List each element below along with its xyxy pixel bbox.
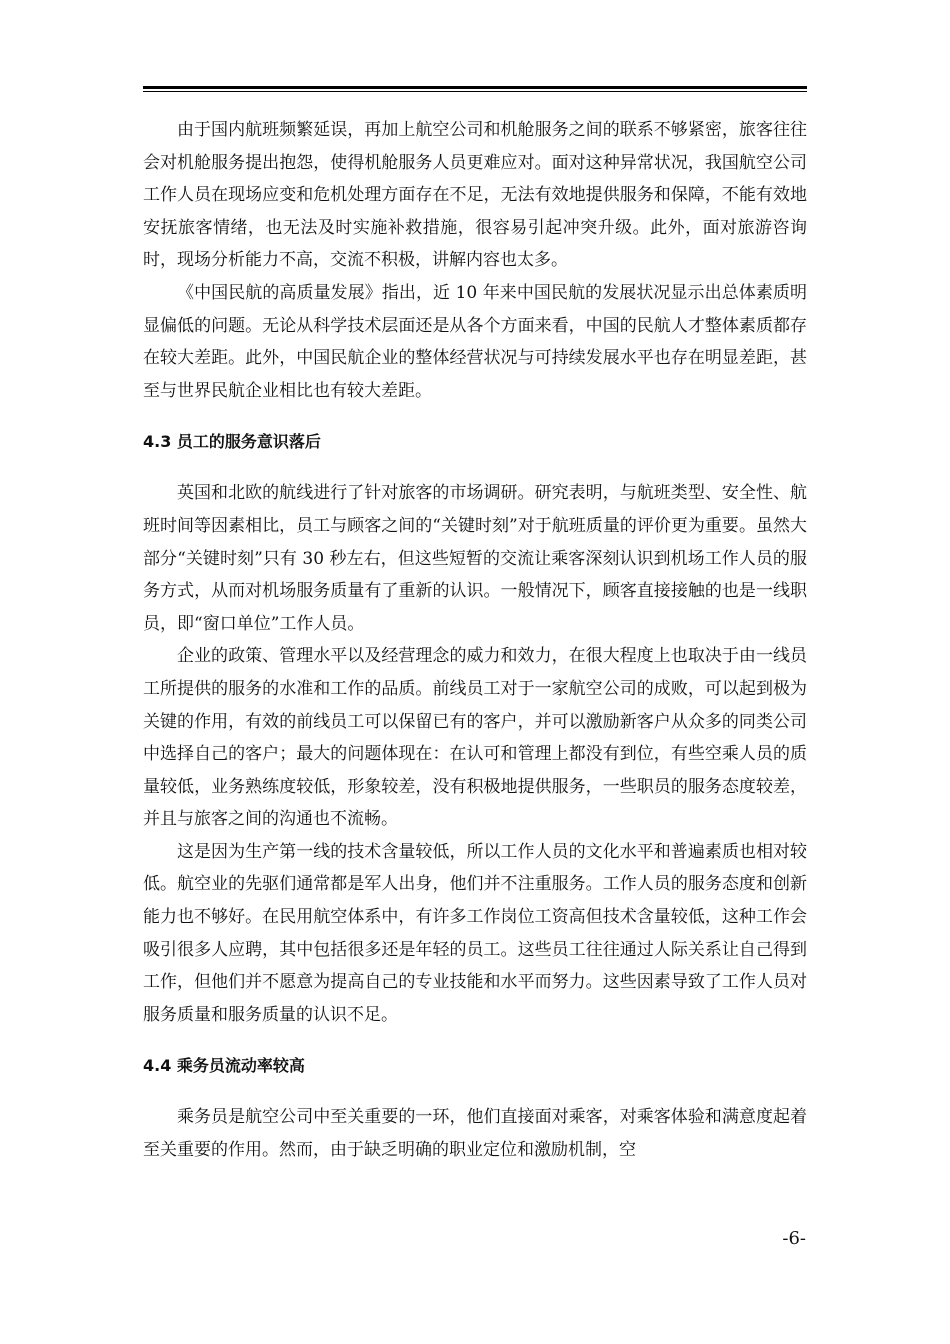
section-heading-4-4: 4.4 乘务员流动率较高	[143, 1056, 305, 1076]
paragraph: 乘务员是航空公司中至关重要的一环，他们直接面对乘客，对乘客体验和满意度起着至关重要的作用。然而，由于缺乏明确的职业定位和激励机制，空	[143, 1107, 807, 1161]
paragraph: 这是因为生产第一线的技术含量较低，所以工作人员的文化水平和普遍素质也相对较低。航空业的先驱们通常都是军人出身，他们并不注重服务。工作人员的服务态度和创新能力也不够好。在民用航空体系中，有许多工作岗位工资高但技术含量较低，这种工作会吸引很多人应聘，其中包括很多还是年轻的员工。这些员工往往通过人际关系让自己得到工作，但他们并不愿意为提高自己的专业技能和水平而努力。这些因素导致了工作人员对服务质量和服务质量的认识不足。	[143, 841, 807, 1025]
paragraph: 《中国民航的高质量发展》指出，近 10 年来中国民航的发展状况显示出总体素质明显偏低的问题。无论从科学技术层面还是从各个方面来看，中国的民航人才整体素质都存在较大差距。此外，中国民航企业的整体经营状况与可持续发展水平也存在明显差距，甚至与世界民航企业相比也有较大差距。	[143, 282, 807, 401]
paragraph: 企业的政策、管理水平以及经营理念的威力和效力，在很大程度上也取决于由一线员工所提供的服务的水准和工作的品质。前线员工对于一家航空公司的成败，可以起到极为关键的作用，有效的前线员工可以保留已有的客户，并可以激励新客户从众多的同类公司中选择自己的客户；最大的问题体现在：在认可和管理上都没有到位，有些空乘人员的质量较低，业务熟练度较低，形象较差，没有积极地提供服务，一些职员的服务态度较差，并且与旅客之间的沟通也不流畅。	[143, 646, 807, 830]
section-heading-4-3: 4.3 员工的服务意识落后	[143, 432, 321, 452]
page-number: -6-	[782, 1228, 806, 1249]
header-rule-thick	[143, 86, 807, 89]
paragraph: 由于国内航班频繁延误，再加上航空公司和机舱服务之间的联系不够紧密，旅客往往会对机舱服务提出抱怨，使得机舱服务人员更难应对。面对这种异常状况，我国航空公司工作人员在现场应变和危机处理方面存在不足，无法有效地提供服务和保障，不能有效地安抚旅客情绪，也无法及时实施补救措施，很容易引起冲突升级。此外，面对旅游咨询时，现场分析能力不高，交流不积极，讲解内容也太多。	[143, 120, 807, 271]
header-rule-thin	[143, 91, 807, 92]
body-text	[143, 114, 807, 1167]
paragraph: 英国和北欧的航线进行了针对旅客的市场调研。研究表明，与航班类型、安全性、航班时间等因素相比，员工与顾客之间的“关键时刻”对于航班质量的评价更为重要。虽然大部分“关键时刻”只有 30 秒左右，但这些短暂的交流让乘客深刻认识到机场工作人员的服务方式，从而对机场服务质量有了重新的认识。一般情况下，顾客直接接触的也是一线职员，即“窗口单位”工作人员。	[143, 483, 807, 634]
